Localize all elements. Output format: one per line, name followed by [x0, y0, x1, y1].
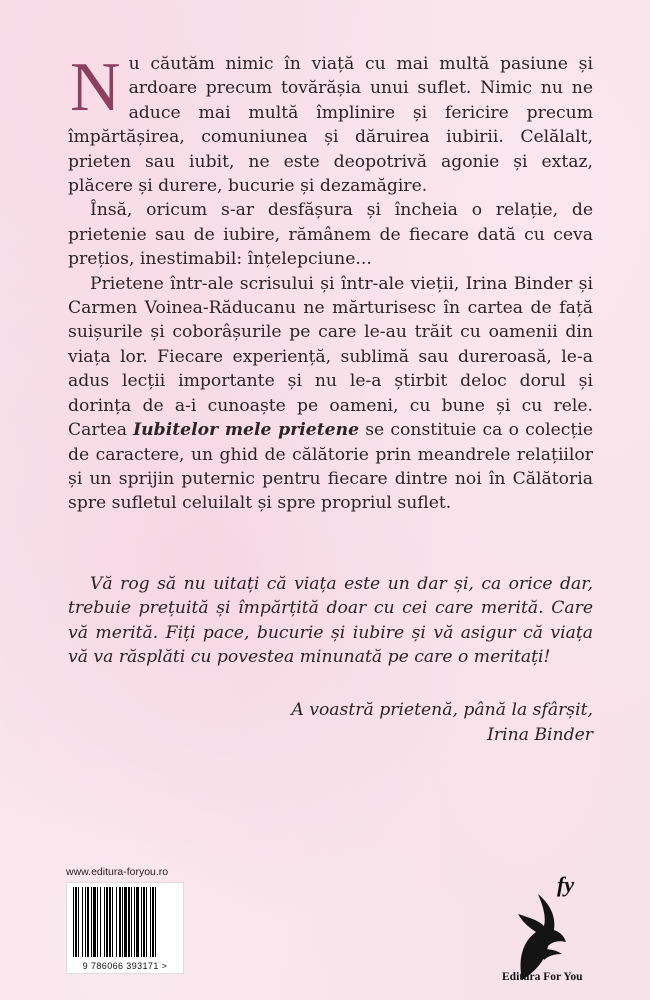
publisher-url: www.editura-foryou.ro [66, 866, 169, 878]
barcode-bar [122, 887, 123, 957]
barcode-bar [104, 887, 105, 957]
paragraph-3-text-after: se constituie ca o colecție de caractere, un ghid de călătorie prin meandrele relațiilor și un sprijin puternic pentru fiecare dintre noi în Călătoria spre sufletul celuilalt și spre propriul suflet. [68, 420, 593, 514]
barcode-bar [116, 887, 117, 957]
barcode-bar [75, 887, 77, 957]
signature-line-1: A voastră prietenă, până la sfârșit, [291, 700, 593, 720]
barcode-bar [136, 887, 139, 957]
paragraph-3 [68, 272, 593, 516]
barcode-bar [150, 887, 151, 957]
barcode-bar [82, 887, 83, 957]
barcode-bars [71, 887, 181, 961]
barcode-bar [78, 887, 79, 957]
barcode-bar [97, 887, 98, 957]
barcode-bar [93, 887, 96, 957]
publisher-name: Editura For You [502, 971, 583, 983]
barcode-bar [152, 887, 154, 957]
barcode-bar [124, 887, 127, 957]
barcode-bar [146, 887, 147, 957]
barcode-digits: 9 786066 393171 > [82, 961, 168, 971]
barcode-bar [141, 887, 142, 957]
barcode-bar [87, 887, 89, 957]
isbn-barcode [66, 882, 184, 974]
paragraph-1-text: u căutăm nimic în viață cu mai multă pasiune și ardoare precum tovărășia unui suflet. Nimic nu ne aduce mai multă împlinire și fericire precum împărtășirea, comuniunea și dăruirea iubirii. Celălalt, prieten sau iubit, ne este deopotrivă agonie și extaz, plăcere și durere, bucurie și dezamăgire. [68, 54, 593, 197]
barcode-bar [106, 887, 108, 957]
barcode-bar [134, 887, 135, 957]
barcode-bar [73, 887, 74, 957]
back-cover-text [68, 49, 593, 516]
barcode-bar [119, 887, 121, 957]
author-quote: Vă rog să nu uitați că viața este un dar și, ca orice dar, trebuie prețuită și împărțită doar cu cei care merită. Care vă merită. Fiți pace, bucurie și iubire și vă asigur că viața vă va răsplăti cu povestea minunată pe care o meritați! [68, 574, 593, 668]
barcode-bar [128, 887, 130, 957]
barcode-bar [131, 887, 132, 957]
signature [291, 698, 593, 747]
signature-name: Irina Binder [487, 724, 593, 745]
barcode-bar [155, 887, 156, 957]
barcode-bar [100, 887, 101, 957]
drop-cap: N [70, 49, 121, 126]
barcode-bar [112, 887, 113, 957]
barcode-bar [85, 887, 86, 957]
paragraph-2: Însă, oricum s-ar desfășura și încheia o relație, de prietenie sau de iubire, rămânem de fiecare dată cu ceva prețios, inestimabil: înțelepciune... [68, 200, 593, 270]
publisher-mark: fy [557, 872, 575, 897]
barcode-area [66, 866, 191, 974]
barcode-bar [91, 887, 92, 957]
book-title-inline: Iubitelor mele prietene [133, 420, 360, 441]
paragraph-1 [68, 49, 593, 198]
barcode-bar [143, 887, 145, 957]
barcode-bar [109, 887, 111, 957]
paragraph-3-text-before: Prietene într-ale scrisului și într-ale vieții, Irina Binder și Carmen Voinea-Răducanu ne mărturisesc în cartea de față suișurile și coborâșurile pe care le-au trăit cu oamenii din viața lor. Fiecare experiență, sublimă sau dureroasă, le-a adus lecții importante și nu le-a știrbit deloc dorul și dorința de a-i cunoaște pe oameni, cu bune și cu rele. Cartea [68, 273, 593, 441]
